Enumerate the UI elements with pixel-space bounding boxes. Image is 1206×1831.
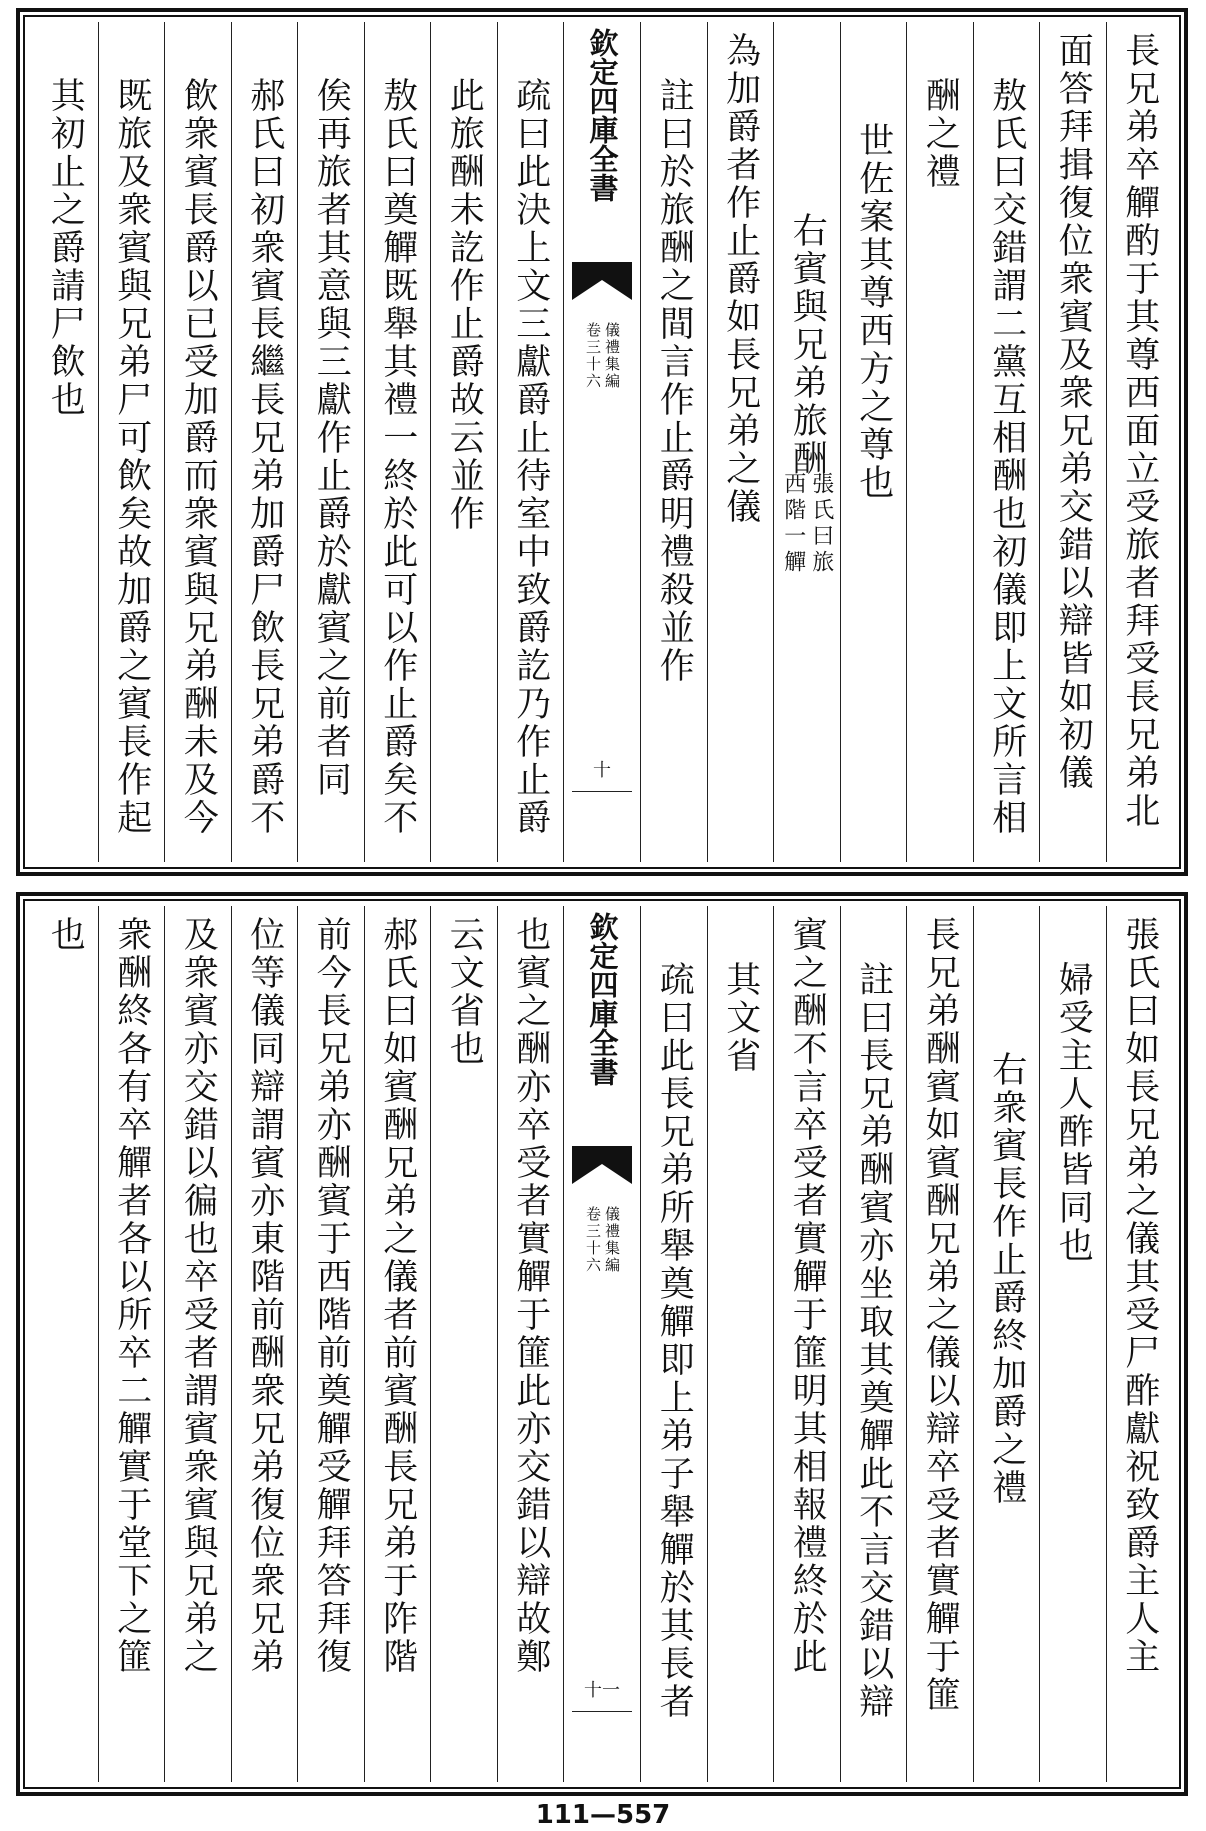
divider	[572, 791, 632, 792]
column-text: 位等儀同辯謂賓亦東階前酬衆兄弟復位衆兄弟	[244, 916, 285, 1676]
text-column	[1106, 906, 1173, 1782]
text-column	[1106, 22, 1173, 862]
center-title: 欽定四庫全書	[585, 28, 620, 202]
column-text: 右賓與兄弟旅酬	[787, 212, 828, 478]
column-text: 賓之酬不言卒受者實觶于篚明其相報禮終於此	[787, 916, 828, 1676]
book-title: 儀禮集編	[603, 1206, 621, 1274]
text-column	[973, 906, 1040, 1782]
center-title: 欽定四庫全書	[585, 912, 620, 1086]
text-column	[430, 906, 497, 1782]
page-number: 十	[593, 760, 611, 781]
center-header-column	[563, 22, 640, 862]
column-text: 此旅酬未訖作止爵故云並作	[444, 77, 485, 533]
column-text: 長兄弟酬賓如賓酬兄弟之儀以辯卒受者實觶于篚	[920, 916, 961, 1714]
column-text: 疏曰此決上文三獻爵止待室中致爵訖乃作止爵	[510, 77, 551, 837]
text-column	[707, 22, 774, 862]
text-column	[840, 22, 907, 862]
volume-number: 卷三十六	[584, 322, 602, 390]
column-text: 衆酬終各有卒觶者各以所卒二觶實于堂下之篚	[111, 916, 152, 1676]
text-column	[364, 906, 431, 1782]
column-text: 敖氏曰交錯謂二黨互相酬也初儀即上文所言相	[986, 77, 1027, 837]
column-text: 既旅及衆賓與兄弟尸可飲矣故加爵之賓長作起	[111, 77, 152, 837]
text-column	[773, 22, 840, 862]
note-line: 張氏曰旅	[808, 472, 834, 576]
text-column	[906, 22, 973, 862]
column-text: 註曰長兄弟酬賓亦坐取其奠觶此不言交錯以辯	[853, 961, 894, 1721]
text-column	[98, 906, 165, 1782]
text-column	[497, 906, 564, 1782]
text-column	[164, 906, 231, 1782]
text-column	[1039, 22, 1106, 862]
text-column	[164, 22, 231, 862]
text-column	[840, 906, 907, 1782]
column-text: 敖氏曰奠觶既舉其禮一終於此可以作止爵矣不	[377, 77, 418, 837]
bottom-page	[16, 892, 1188, 1796]
text-column	[231, 906, 298, 1782]
text-column	[707, 906, 774, 1782]
text-column	[640, 906, 707, 1782]
column-text: 其文省	[720, 961, 761, 1075]
volume-number: 卷三十六	[584, 1206, 602, 1274]
column-text: 面答拜揖復位衆賓及衆兄弟交錯以辯皆如初儀	[1053, 32, 1094, 792]
text-column	[773, 906, 840, 1782]
text-column	[430, 22, 497, 862]
fish-tail-mark	[568, 262, 636, 300]
column-text: 及衆賓亦交錯以徧也卒受者謂賓衆賓與兄弟之	[178, 916, 219, 1676]
column-text: 前今長兄弟亦酬賓于西階前奠觶受觶拜答拜復	[311, 916, 352, 1676]
column-text: 世佐案其尊西方之尊也	[853, 122, 894, 502]
column-text: 也賓之酬亦卒受者實觶于篚此亦交錯以辯故鄭	[510, 916, 551, 1676]
page-reference: 111—557	[535, 1800, 671, 1830]
text-column	[497, 22, 564, 862]
column-text: 俟再旅者其意與三獻作止爵於獻賓之前者同	[311, 77, 352, 799]
text-column	[231, 22, 298, 862]
column-text: 其初止之爵請尸飲也	[45, 77, 86, 419]
text-column	[32, 906, 98, 1782]
small-note	[782, 472, 832, 576]
column-text: 婦受主人酢皆同也	[1053, 961, 1094, 1265]
center-header-column	[563, 906, 640, 1782]
column-text: 郝氏曰如賓酬兄弟之儀者前賓酬長兄弟于阼階	[377, 916, 418, 1676]
column-text: 也	[45, 916, 86, 954]
column-text: 飲衆賓長爵以已受加爵而衆賓與兄弟酬未及今	[178, 77, 219, 837]
column-text: 右衆賓長作止爵終加爵之禮	[986, 1051, 1027, 1507]
column-text: 郝氏曰初衆賓長繼長兄弟加爵尸飲長兄弟爵不	[244, 77, 285, 837]
center-subtitle	[585, 1206, 619, 1274]
text-column	[32, 22, 98, 862]
text-column	[98, 22, 165, 862]
text-column	[297, 906, 364, 1782]
text-column	[364, 22, 431, 862]
fish-tail-mark	[568, 1146, 636, 1184]
column-text: 酬之禮	[920, 77, 961, 191]
text-column	[973, 22, 1040, 862]
column-text: 為加爵者作止爵如長兄弟之儀	[720, 32, 761, 526]
column-text: 疏曰此長兄弟所舉奠觶即上弟子舉觶於其長者	[654, 961, 695, 1721]
text-column	[906, 906, 973, 1782]
column-text: 註曰於旅酬之間言作止爵明禮殺並作	[654, 77, 695, 685]
column-text: 張氏曰如長兄弟之儀其受尸酢獻祝致爵主人主	[1119, 916, 1160, 1676]
divider	[572, 1711, 632, 1712]
page-number: 十一	[584, 1680, 620, 1701]
center-subtitle	[585, 322, 619, 390]
column-text: 云文省也	[444, 916, 485, 1068]
text-column	[297, 22, 364, 862]
top-page	[16, 8, 1188, 876]
column-text: 長兄弟卒觶酌于其尊西面立受旅者拜受長兄弟北	[1119, 32, 1160, 830]
text-column	[640, 22, 707, 862]
note-line: 西階一觶	[780, 472, 806, 576]
text-column	[1039, 906, 1106, 1782]
book-title: 儀禮集編	[603, 322, 621, 390]
